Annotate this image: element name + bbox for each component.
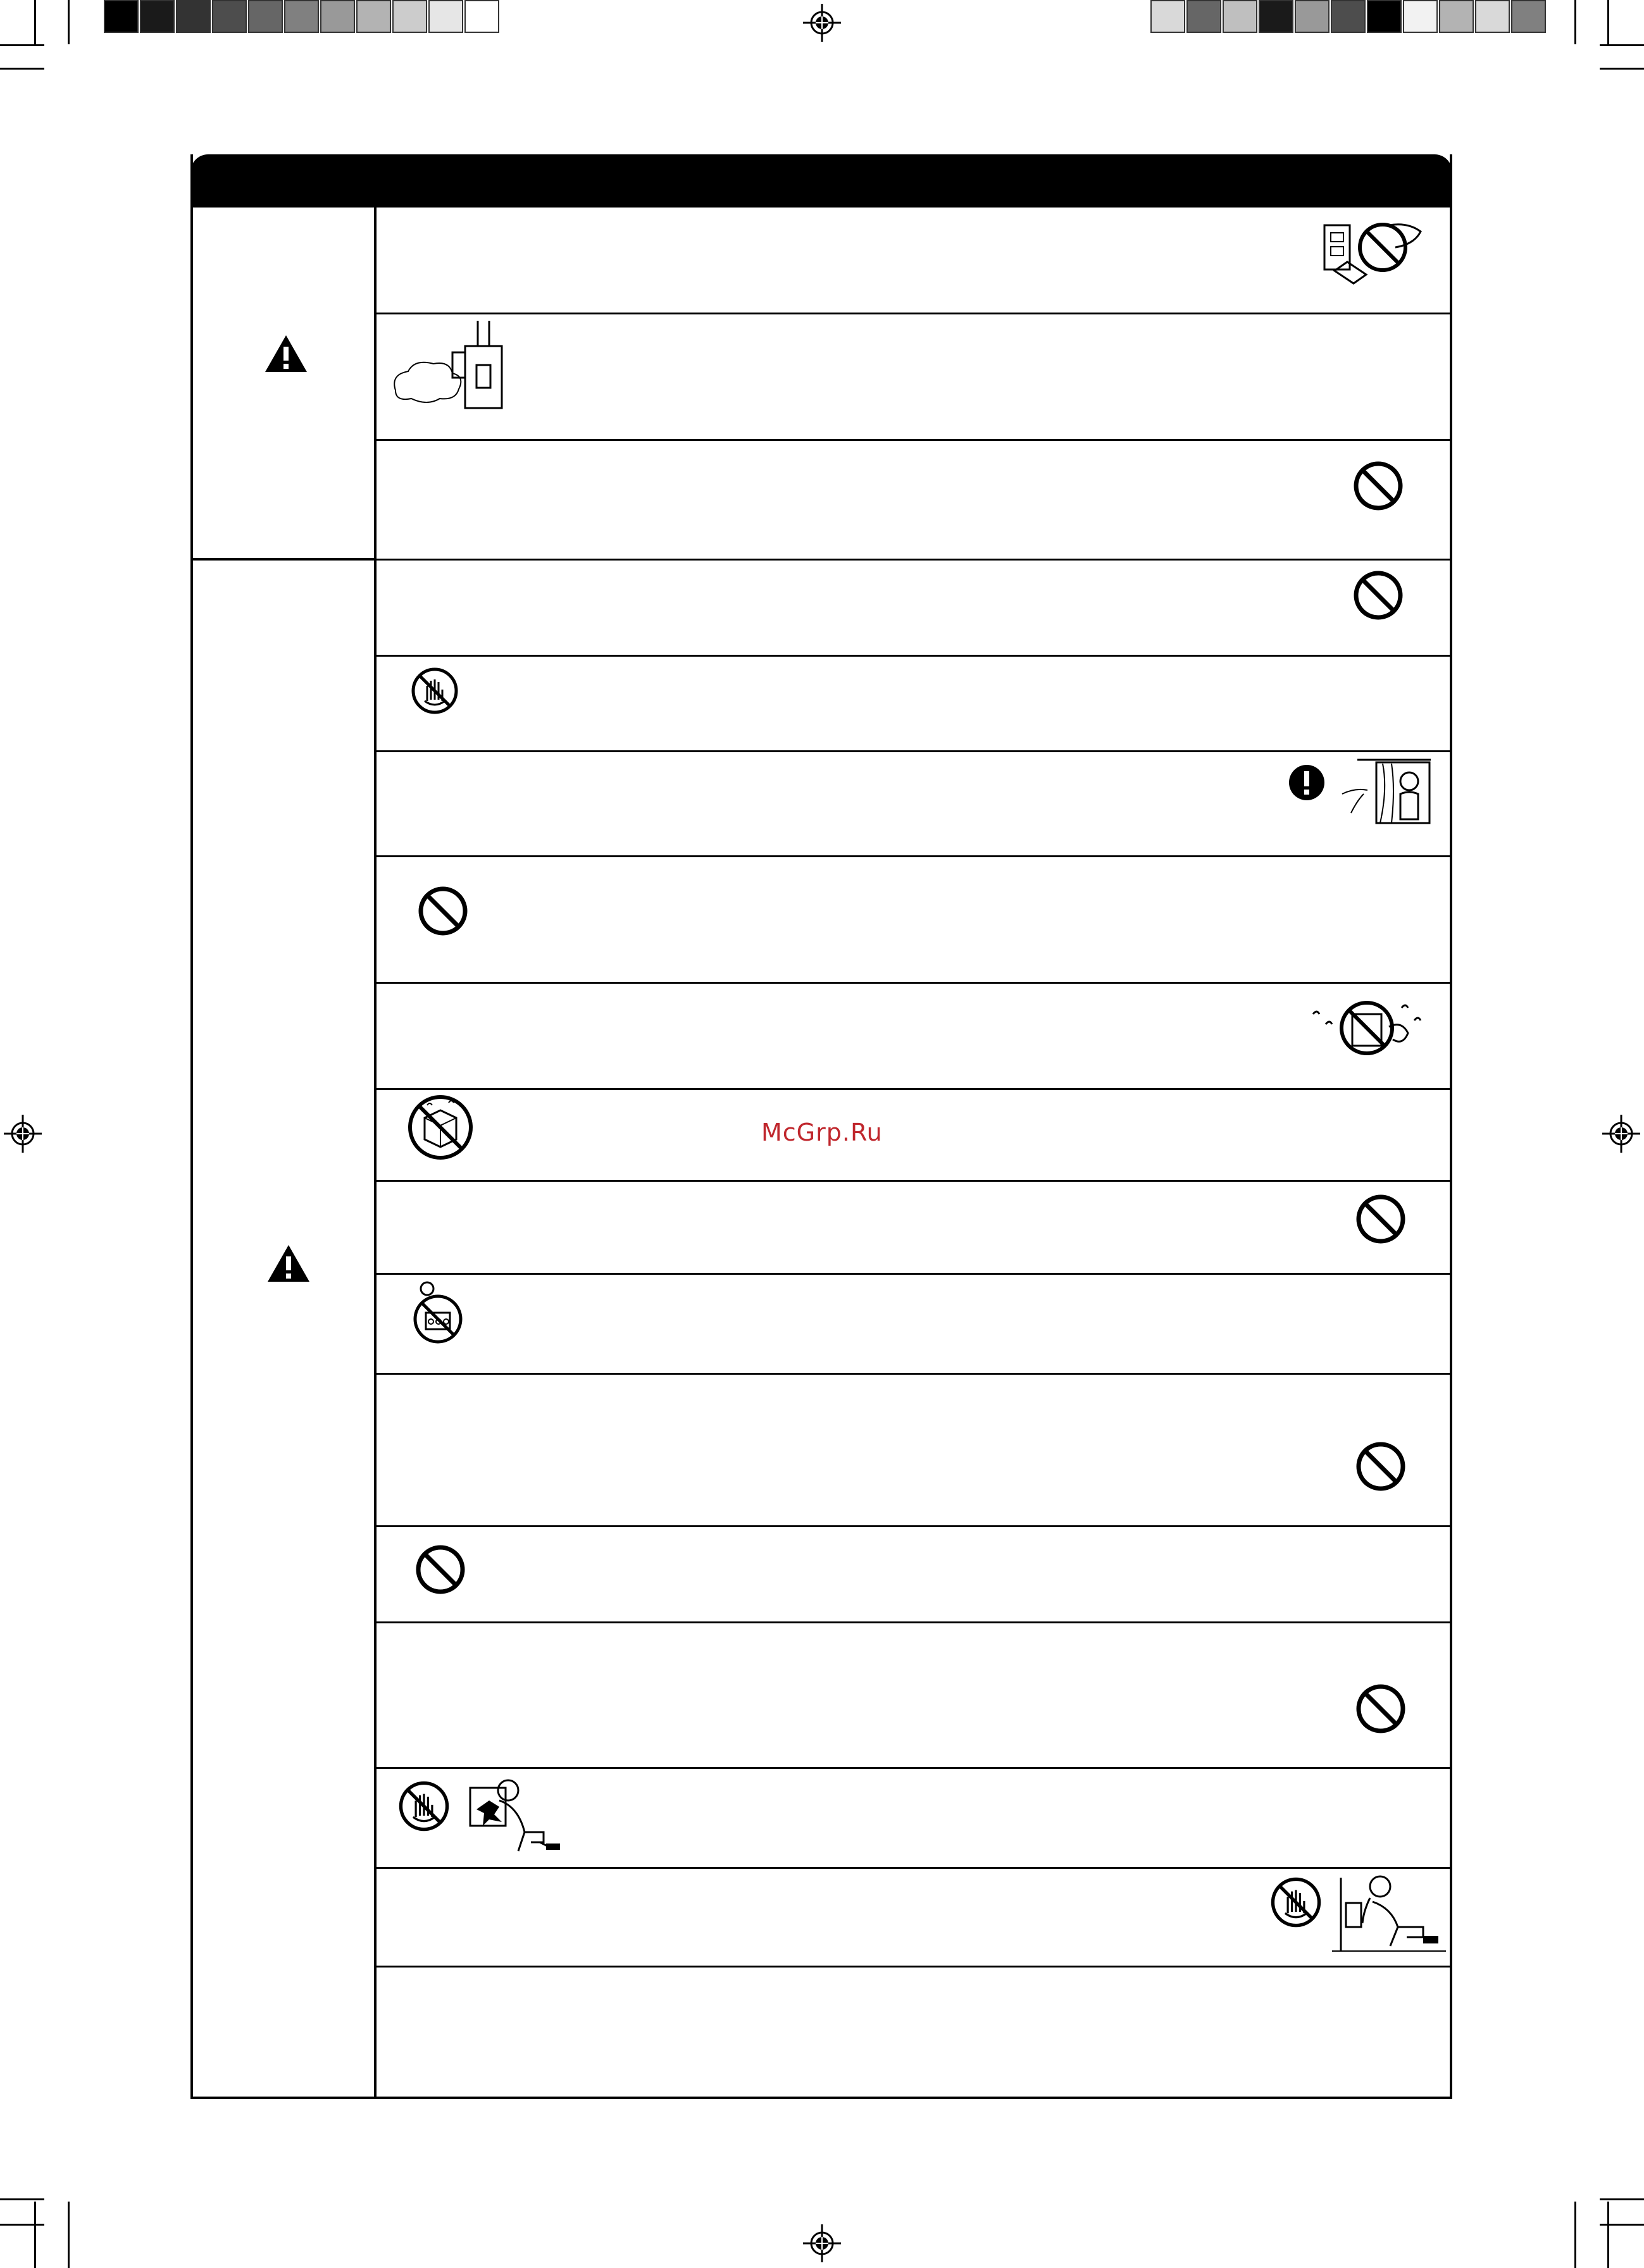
prohibition-icon [1355,1683,1407,1735]
no-wet-hands-on-plug-icon [1319,213,1427,295]
crop-mark [0,2198,44,2200]
color-swatch [392,0,427,33]
color-swatch [1331,0,1366,33]
table-row [377,1967,1450,2099]
color-swatch [212,0,247,33]
color-swatch [1259,0,1293,33]
no-splash-unit-icon [1307,989,1427,1067]
color-bar-left [104,0,501,33]
table-row [377,657,1450,752]
crop-mark [1574,2202,1576,2268]
crop-mark [34,2202,36,2268]
prohibition-icon [1352,569,1404,621]
table-row [377,857,1450,984]
crop-mark [0,44,44,46]
table-row [377,752,1450,857]
child-at-outlet-icon [1332,1871,1446,1954]
color-swatch [104,0,139,33]
color-swatch [464,0,499,33]
table-row [377,1869,1450,1967]
color-swatch [1403,0,1438,33]
no-children-play-icon [411,1277,465,1347]
table-row [377,984,1450,1090]
prohibition-icon [1355,1193,1407,1245]
color-swatch [1511,0,1546,33]
color-swatch [1223,0,1257,33]
color-bar-right [1150,0,1547,33]
crop-mark [1600,2198,1644,2200]
color-swatch [1475,0,1510,33]
watermark-text: McGrp.Ru [761,1119,883,1146]
registration-target [1602,1115,1640,1153]
color-swatch [1295,0,1330,33]
color-swatch [248,0,283,33]
crop-mark [1600,2224,1644,2226]
crop-mark [1607,0,1609,44]
crop-mark [1600,68,1644,70]
crop-mark [0,68,44,70]
table-header-bar [190,154,1452,208]
table-row [377,441,1450,561]
circuit-breaker-icon [389,321,516,422]
table-row [377,561,1450,657]
color-swatch [356,0,391,33]
no-touch-hand-icon [397,1779,451,1833]
table-row [377,1275,1450,1375]
crop-mark [34,0,36,44]
table-row [377,1182,1450,1275]
child-near-unit-icon [464,1775,565,1857]
prohibition-icon [1352,460,1404,512]
color-swatch [140,0,175,33]
table-row [377,1623,1450,1769]
table-row [377,1090,1450,1182]
registration-target [803,2224,841,2262]
no-touch-hand-icon [409,666,460,716]
crop-mark [68,0,70,44]
prohibition-icon [417,885,469,937]
warning-triangle-icon [266,1244,311,1283]
crop-mark [68,2202,70,2268]
crop-mark [1574,0,1576,44]
registration-target [4,1115,42,1153]
label-column [193,208,377,2097]
color-swatch [1186,0,1221,33]
crop-mark [1607,2202,1609,2268]
crop-mark [0,2224,44,2226]
color-swatch [320,0,355,33]
table-row [377,1769,1450,1869]
table-row [377,314,1450,441]
table-row [377,1375,1450,1527]
mandatory-action-icon [1288,764,1326,802]
color-swatch [1367,0,1402,33]
registration-target [803,4,841,42]
table-row [377,1527,1450,1623]
color-swatch [1439,0,1474,33]
no-touch-hand-icon [1269,1875,1323,1930]
caution-label-group [193,561,377,2097]
color-swatch [176,0,211,33]
prohibition-icon [1355,1441,1407,1492]
no-water-unit-icon [406,1093,475,1162]
warning-label-group [193,208,377,561]
crop-mark [1600,44,1644,46]
color-swatch [1150,0,1185,33]
table-row [377,208,1450,314]
prohibition-icon [414,1544,466,1596]
warning-triangle-icon [264,334,308,373]
color-swatch [428,0,463,33]
curtain-window-icon [1338,756,1433,826]
color-swatch [284,0,319,33]
